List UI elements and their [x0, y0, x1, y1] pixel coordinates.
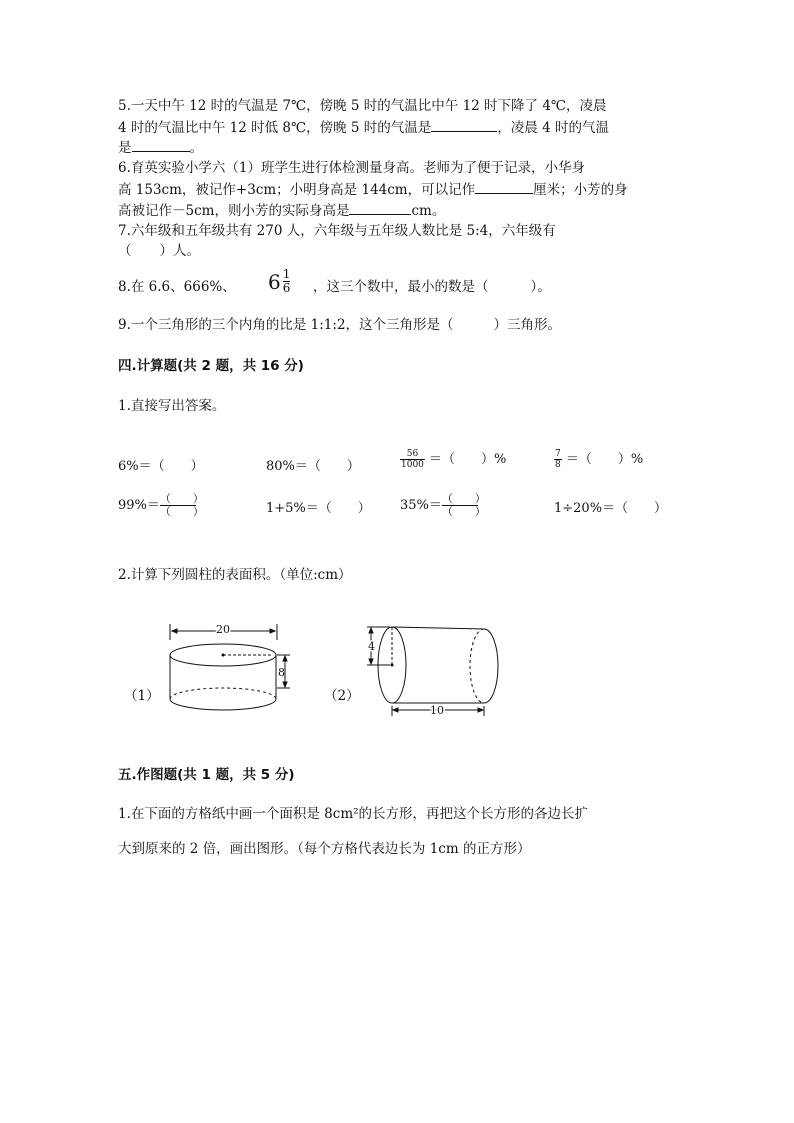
q5-line3-text-a: 是: [118, 140, 132, 156]
paren-fraction-num: （ ）: [159, 492, 204, 505]
section5-q1-line1: 1.在下面的方格纸中画一个面积是 8cm²的长方形，再把这个长方形的各边长扩: [118, 806, 589, 822]
fraction-7-8: [554, 449, 562, 470]
q5-line2-text-a: 4 时的气温比中午 12 时低 8℃，傍晚 5 时的气温是: [118, 120, 432, 136]
calc-56-over-1000[interactable]: [400, 448, 506, 470]
figure2-diameter: 4: [368, 640, 375, 653]
calc-99-percent[interactable]: [118, 492, 204, 518]
fraction-den: 1000: [401, 460, 424, 470]
q8-text-b: ，这三个数中，最小的数是（: [313, 279, 489, 295]
fraction-den: 8: [555, 460, 561, 470]
figure1-diameter: 20: [216, 623, 230, 636]
q6-line1: 6.育英实验小学六（1）班学生进行体检测量身高。老师为了便于记录，小华身: [118, 160, 585, 176]
calc-99-pre: 99%＝: [118, 498, 160, 513]
calc-1-plus-5-percent[interactable]: 1+5%＝（ ）: [266, 501, 371, 516]
paren-fraction-den: （ ）: [159, 505, 204, 518]
calc-7-over-8[interactable]: [554, 448, 643, 470]
q8-text-b-line: [313, 277, 551, 297]
q7-paren-close: ）人。: [159, 243, 200, 259]
paren-fraction: [159, 492, 204, 518]
q6-blank-xiaoming[interactable]: [475, 179, 533, 194]
section4-heading: 四.计算题(共 2 题，共 16 分): [118, 358, 304, 374]
calc-7-rest: ＝（ ）%: [565, 452, 644, 467]
q8-mixed-whole: 6: [268, 269, 281, 294]
calc-56-rest: ＝（ ）%: [429, 452, 507, 467]
q7-paren-open: （: [118, 243, 132, 259]
q6-line2: [118, 179, 628, 200]
calc-6-percent[interactable]: 6%＝（ ）: [118, 459, 204, 474]
q5-line3-text-b: 。: [189, 140, 203, 156]
q5-blank-evening-temp[interactable]: [431, 117, 497, 132]
q8-mixed-number: [268, 268, 290, 295]
cylinder-figure-1: [160, 620, 300, 720]
calc-1-div-20-percent[interactable]: 1÷20%＝（ ）: [554, 501, 668, 516]
q8-mixed-den: 6: [282, 281, 291, 295]
section4-q1-title: 1.直接写出答案。: [118, 398, 226, 414]
q8-text-a: 8.在 6.6、666%、: [118, 279, 236, 295]
paren-fraction: [441, 492, 486, 518]
q8-text-c: ）。: [530, 279, 551, 295]
q5-line2-text-b: ，凌晨 4 时的气温: [497, 120, 609, 136]
calc-35-pre: 35%＝: [400, 498, 442, 513]
q9-line: [118, 315, 561, 335]
q6-line3: [118, 200, 445, 221]
q5-line3: [118, 137, 203, 158]
q6-line3-text-b: cm。: [411, 203, 446, 219]
paren-fraction-den: （ ）: [441, 505, 486, 518]
q7-line1: 7.六年级和五年级共有 270 人，六年级与五年级人数比是 5:4，六年级有: [118, 223, 556, 239]
figure2-length: 10: [430, 704, 444, 717]
q8-mixed-num: 1: [282, 267, 291, 281]
cylinder-figure-2: [362, 620, 507, 720]
q6-line2-text-a: 高 153cm，被记作+3cm；小明身高是 144cm，可以记作: [118, 182, 476, 198]
q6-line3-text-a: 高被记作－5cm，则小芳的实际身高是: [118, 203, 350, 219]
figure1-height: 8: [278, 666, 285, 679]
section5-heading: 五.作图题(共 1 题，共 5 分): [118, 767, 295, 783]
calc-80-percent[interactable]: 80%＝（ ）: [266, 459, 360, 474]
fraction-num: 7: [555, 449, 561, 459]
figure1-label: （1）: [124, 688, 160, 704]
q9-text-b: ）三角形。: [493, 317, 562, 333]
fraction-num: 56: [400, 449, 425, 460]
q5-blank-morning-temp[interactable]: [132, 137, 190, 152]
q6-line2-text-b: 厘米；小芳的身: [533, 182, 628, 198]
section4-q2-title: 2.计算下列圆柱的表面积。（单位:cm）: [118, 567, 352, 583]
q5-line2: [118, 117, 609, 138]
section5-q1-line2: 大到原来的 2 倍，画出图形。（每个方格代表边长为 1cm 的正方形）: [118, 841, 531, 857]
q8-mixed-fraction: [283, 268, 291, 295]
paren-fraction-num: （ ）: [441, 492, 486, 505]
calc-35-percent[interactable]: [400, 492, 486, 518]
q6-blank-xiaofang[interactable]: [349, 200, 411, 215]
q9-text-a: 9.一个三角形的三个内角的比是 1:1:2，这个三角形是（: [118, 317, 454, 333]
q7-line2: [118, 241, 200, 261]
figure2-label: （2）: [324, 688, 360, 704]
fraction-56-1000: [400, 449, 425, 470]
q5-line1: 5.一天中午 12 时的气温是 7℃，傍晚 5 时的气温比中午 12 时下降了 4℃，凌晨: [118, 98, 607, 114]
